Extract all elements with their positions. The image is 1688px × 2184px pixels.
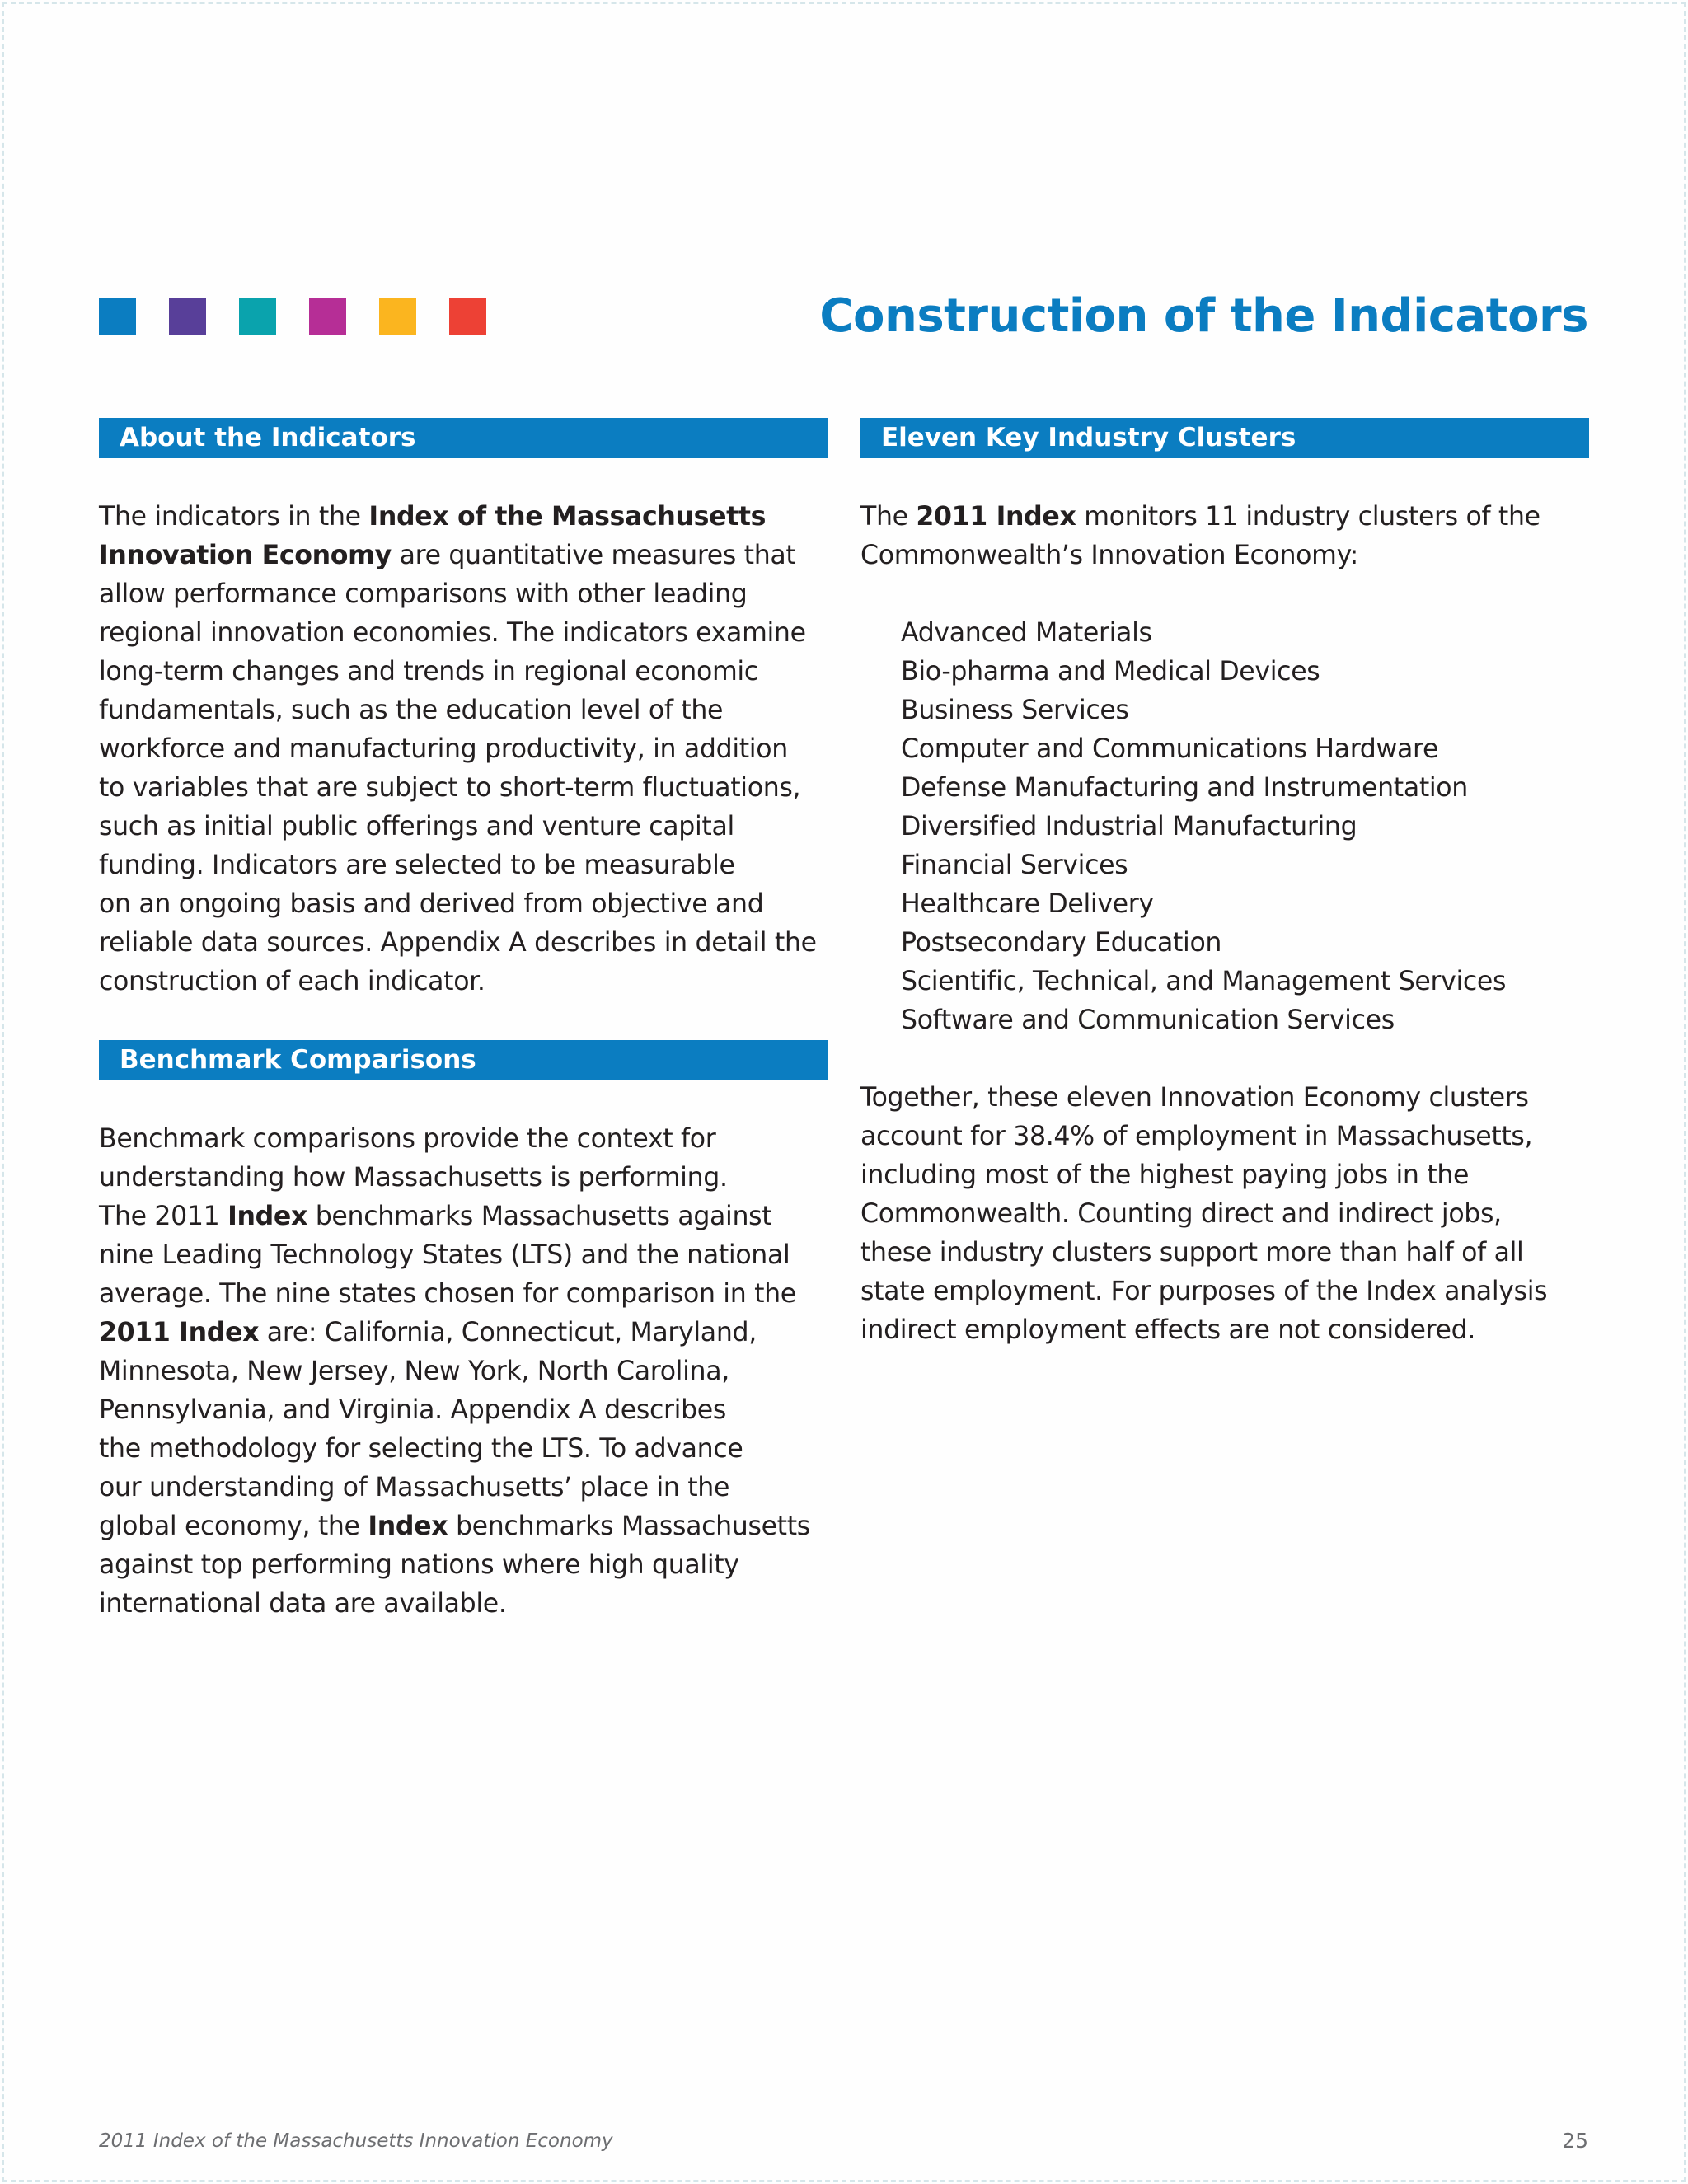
text-line: indirect employment effects are not considered. [860, 1315, 1476, 1345]
text-line: Together, these eleven Innovation Economy clusters [860, 1083, 1529, 1113]
benchmark-paragraph [99, 1120, 828, 1624]
list-item: Bio-pharma and Medical Devices [901, 657, 1320, 687]
text-line [99, 1197, 828, 1236]
text-segment: The 2011 [99, 1202, 228, 1231]
text-line [99, 924, 828, 963]
text-line [99, 691, 828, 730]
bold-text-segment: 2011 Index [916, 502, 1076, 532]
cluster-list [860, 614, 1589, 1040]
list-item: Financial Services [901, 851, 1128, 880]
text-segment: Commonwealth’s Innovation Economy: [860, 541, 1358, 570]
about-paragraph [99, 498, 828, 1001]
text-segment: Minnesota, New Jersey, New York, North Carolina, [99, 1357, 729, 1386]
text-line [99, 1546, 828, 1585]
color-square [239, 298, 276, 335]
text-segment: such as initial public offerings and venture capital [99, 812, 734, 841]
text-segment: understanding how Massachusetts is performing. [99, 1163, 728, 1193]
text-segment: reliable data sources. Appendix A describes in detail the [99, 928, 817, 958]
text-segment: regional innovation economies. The indicators examine [99, 618, 806, 648]
clusters-intro [860, 498, 1589, 575]
text-segment: on an ongoing basis and derived from objective and [99, 889, 764, 919]
text-segment: benchmarks Massachusetts against [307, 1202, 772, 1231]
text-segment: global economy, the [99, 1511, 368, 1541]
text-segment: international data are available. [99, 1589, 507, 1619]
text-line: state employment. For purposes of the Index analysis [860, 1277, 1548, 1306]
text-line [99, 963, 828, 1001]
page-number: 25 [1562, 2129, 1588, 2153]
text-segment: against top performing nations where high quality [99, 1550, 739, 1580]
text-segment: nine Leading Technology States (LTS) and the national [99, 1240, 790, 1270]
footer-title: 2011 Index of the Massachusetts Innovation Economy [99, 2130, 613, 2152]
text-line: account for 38.4% of employment in Massachusetts, [860, 1122, 1533, 1151]
color-square [169, 298, 206, 335]
color-square [449, 298, 486, 335]
text-line [99, 1314, 828, 1352]
color-squares [99, 298, 486, 335]
bold-text-segment: Index [227, 1202, 308, 1231]
text-segment: long-term changes and trends in regional economic [99, 657, 758, 687]
text-line [99, 1507, 828, 1546]
list-item: Postsecondary Education [901, 928, 1222, 958]
clusters-summary [860, 1079, 1589, 1350]
list-item: Software and Communication Services [901, 1005, 1395, 1035]
text-segment: Pennsylvania, and Virginia. Appendix A describes [99, 1395, 726, 1425]
list-item: Computer and Communications Hardware [901, 734, 1439, 764]
text-line [99, 498, 828, 537]
text-segment: the methodology for selecting the LTS. To advance [99, 1434, 743, 1464]
bold-text-segment: Index [368, 1511, 448, 1541]
text-segment: Benchmark comparisons provide the context for [99, 1124, 716, 1154]
text-segment: are quantitative measures that [391, 541, 796, 570]
text-line [99, 1430, 828, 1469]
section-heading-benchmark: Benchmark Comparisons [99, 1040, 828, 1080]
text-line [99, 1469, 828, 1507]
text-line: Commonwealth. Counting direct and indirect jobs, [860, 1199, 1502, 1229]
text-segment: The [860, 502, 917, 532]
text-line [99, 1159, 828, 1197]
list-item: Scientific, Technical, and Management Services [901, 967, 1507, 996]
text-line [99, 1236, 828, 1275]
text-line [99, 846, 828, 885]
text-segment: fundamentals, such as the education level of the [99, 696, 724, 725]
text-segment: funding. Indicators are selected to be measurable [99, 851, 735, 880]
text-line [99, 1585, 828, 1624]
text-line [99, 1391, 828, 1430]
text-line [99, 808, 828, 846]
color-square [379, 298, 416, 335]
color-square [309, 298, 346, 335]
text-line [99, 1275, 828, 1314]
text-segment: allow performance comparisons with other leading [99, 579, 748, 609]
list-item: Defense Manufacturing and Instrumentation [901, 773, 1468, 803]
page-title: Construction of the Indicators [819, 289, 1588, 343]
list-item: Advanced Materials [901, 618, 1152, 648]
text-line [99, 653, 828, 691]
section-heading-clusters: Eleven Key Industry Clusters [860, 418, 1589, 458]
text-segment: to variables that are subject to short-term fluctuations, [99, 773, 801, 803]
color-square [99, 298, 136, 335]
text-line [99, 730, 828, 769]
text-line: including most of the highest paying jobs in the [860, 1160, 1470, 1190]
text-segment: our understanding of Massachusetts’ place in the [99, 1473, 730, 1502]
bold-text-segment: Innovation Economy [99, 541, 392, 570]
list-item: Diversified Industrial Manufacturing [901, 812, 1357, 841]
text-line [99, 1120, 828, 1159]
list-item: Healthcare Delivery [901, 889, 1154, 919]
bold-text-segment: Index of the Massachusetts [368, 502, 767, 532]
text-line [99, 885, 828, 924]
text-segment: average. The nine states chosen for comparison in the [99, 1279, 796, 1309]
text-line [99, 769, 828, 808]
text-line [99, 537, 828, 575]
left-column [99, 418, 828, 1624]
text-line [99, 575, 828, 614]
text-line [860, 537, 1589, 575]
text-segment: The indicators in the [99, 502, 369, 532]
text-line [99, 1352, 828, 1391]
list-item: Business Services [901, 696, 1129, 725]
bold-text-segment: 2011 Index [99, 1318, 260, 1347]
right-column [860, 418, 1589, 1350]
text-segment: are: California, Connecticut, Maryland, [259, 1318, 757, 1347]
text-line: these industry clusters support more than half of all [860, 1238, 1524, 1268]
text-segment: monitors 11 industry clusters of the [1076, 502, 1540, 532]
text-line [99, 614, 828, 653]
text-line [860, 498, 1589, 537]
section-heading-about: About the Indicators [99, 418, 828, 458]
text-segment: construction of each indicator. [99, 967, 485, 996]
text-segment: benchmarks Massachusetts [448, 1511, 810, 1541]
text-segment: workforce and manufacturing productivity, in addition [99, 734, 788, 764]
